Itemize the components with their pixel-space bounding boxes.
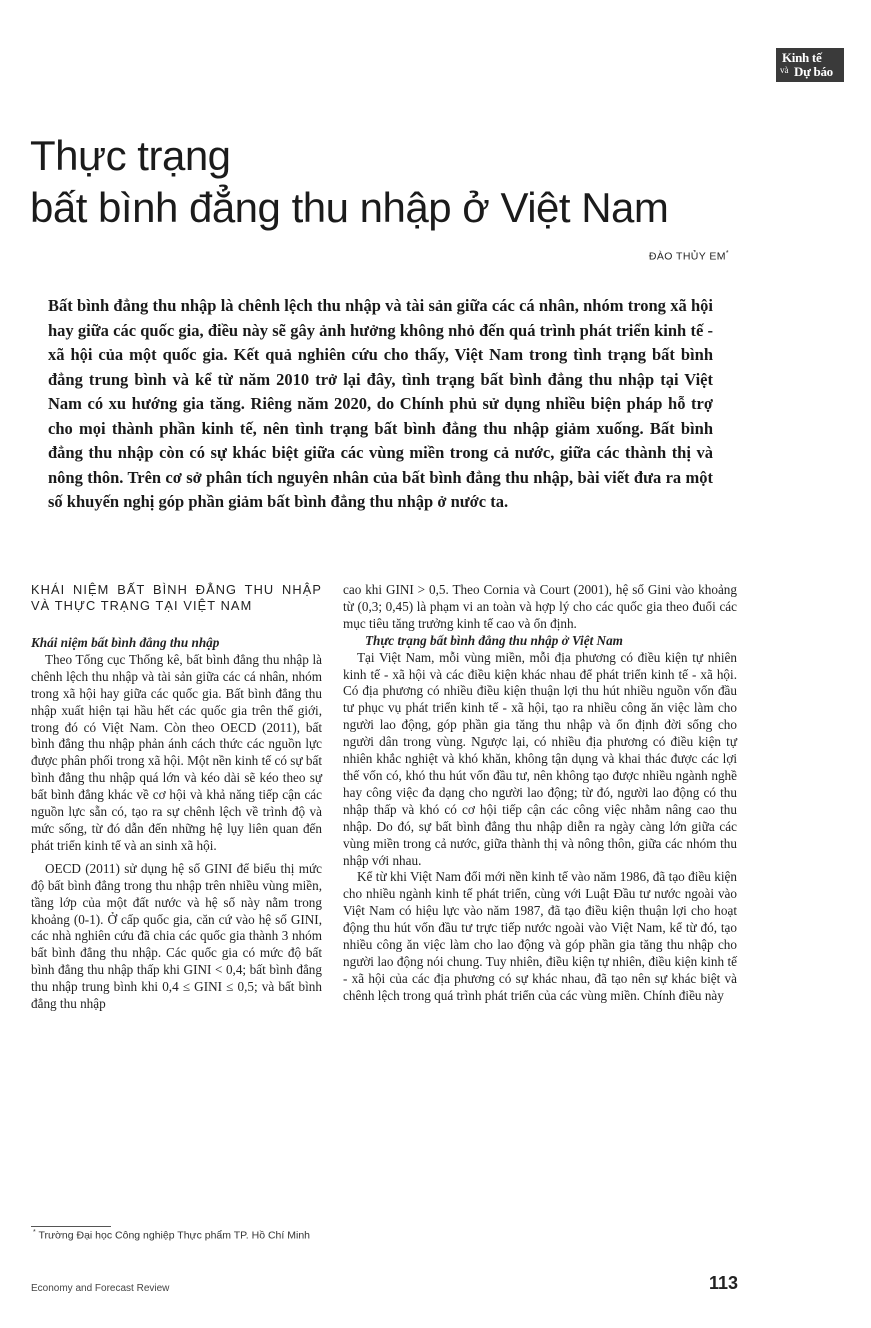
page-number: 113	[708, 1273, 738, 1293]
journal-name: Economy and Forecast Review	[31, 1283, 170, 1294]
paragraph: OECD (2011) sử dụng hệ số GINI để biểu thị mức độ bất bình đẳng trong thu nhập trên nhiều vùng miền, tầng lớp của một đất nước và hệ số này nằm trong khoảng (0-1). Ở cấp quốc gia, căn cứ vào hệ số GINI, các nhà nghiên cứu đã chia các quốc gia thành 3 nhóm bất bình đẳng thu nhập. Các quốc gia có mức độ bất bình đẳng thu nhập thấp khi GINI < 0,4; bất bình đẳng thu nhập trung bình khi 0,4 ≤ GINI ≤ 0,5; và bất bình đẳng thu nhập	[31, 860, 322, 1012]
footnote-divider	[31, 1226, 111, 1227]
author-name	[649, 250, 729, 263]
author-text: ĐÀO THỦY EM	[648, 250, 726, 263]
footnote-text: Trường Đại học Công nghiệp Thực phẩm TP. Hồ Chí Minh	[38, 1229, 310, 1242]
article-title	[30, 130, 668, 234]
title-line-2: bất bình đẳng thu nhập ở Việt Nam	[30, 184, 669, 231]
logo-line-3: Dự báo	[794, 64, 833, 79]
subheading-status: Thực trạng bất bình đẳng thu nhập ở Việt Nam	[365, 632, 623, 648]
author-footnote-mark: *	[725, 250, 729, 257]
footnote	[33, 1229, 310, 1242]
left-column	[31, 582, 322, 1013]
section-heading: KHÁI NIỆM BẤT BÌNH ĐẲNG THU NHẬP VÀ THỰC TRẠNG TẠI VIỆT NAM	[31, 582, 322, 613]
paragraph: cao khi GINI > 0,5. Theo Cornia và Court (2001), hệ số Gini vào khoảng từ (0,3; 0,45) là phạm vi an toàn và hợp lý cho các quốc gia theo đuổi các mục tiêu tăng trưởng kinh tế cao và ổn định.	[343, 582, 737, 631]
footnote-mark: *	[33, 1229, 36, 1236]
logo-line-1: Kinh tế	[782, 50, 822, 65]
paragraph: Kể từ khi Việt Nam đổi mới nền kinh tế vào năm 1986, đã tạo điều kiện cho nhiều ngành kinh tế phát triển, cùng với Luật Đầu tư nước ngoài vào Việt Nam có hiệu lực vào năm 1987, đã tạo điều kiện thuận lợi cho hoạt động thu hút vốn đầu tư trực tiếp nước ngoài vào Việt Nam, kể từ đó, tạo nhiều công ăn việc làm cho lao động và góp phần gia tăng thu nhập cho người lao động nói chung. Tuy nhiên, điều kiện tự nhiên, điều kiện kinh tế - xã hội của các địa phương có sự khác nhau, đã tạo nên sự khác biệt và chênh lệch trong quá trình phát triển của các vùng miền. Chính điều này	[343, 869, 737, 1003]
logo-line-2: và	[780, 65, 789, 75]
right-column	[343, 582, 737, 1005]
journal-logo	[776, 48, 844, 82]
title-line-1: Thực trạng	[30, 132, 231, 179]
subheading-concept: Khái niệm bất bình đẳng thu nhập	[31, 635, 220, 650]
paragraph: Theo Tổng cục Thống kê, bất bình đẳng thu nhập là chênh lệch thu nhập và tài sản giữa các cá nhân, nhóm trong xã hội hay giữa các quốc gia. Bất bình đẳng thu nhập xuất hiện tại hầu hết các quốc gia trên thế giới, trong đó có Việt Nam. Còn theo OECD (2011), bất bình đẳng thu nhập phản ánh cách thức các nguồn lực được phân phối trong xã hội. Một nền kinh tế có sự bất bình đẳng thu nhập quá lớn và kéo dài sẽ kéo theo sự bất bình đẳng khác về cơ hội và khả năng tiếp cận các nguồn lực sẵn có, tạo ra sự chênh lệch về trình độ và mức sống, từ đó dẫn đến những hệ lụy liên quan đến phát triển kinh tế và an sinh xã hội.	[31, 651, 322, 853]
paragraph: Tại Việt Nam, mỗi vùng miền, mỗi địa phương có điều kiện tự nhiên kinh tế - xã hội và các điều kiện khác nhau để phát triển kinh tế - xã hội. Có địa phương có nhiều điều kiện thuận lợi thu hút nhiều nguồn vốn đầu tư phục vụ phát triển kinh tế - xã hội, tạo ra nhiều công ăn việc làm cho người lao động, góp phần gia tăng thu nhập và ổn định đời sống cho người dân trong vùng. Ngược lại, có nhiều địa phương có điều kiện tự nhiên khắc nghiệt và khó khăn, không tận dụng và khai thác được các lợi thế vốn có, khó thu hút vốn đầu tư, nên không tạo được nhiều ngành nghề hay công việc đa dạng cho người lao động; từ đó, người lao động có thu nhập thấp và khó có cơ hội tiếp cận các công việc nhằm nâng cao thu nhập. Do đó, sự bất bình đẳng thu nhập diễn ra ngày càng lớn giữa các vùng miền trong cả nước, giữa thành thị và nông thôn, giữa các nhóm thu nhập với nhau.	[343, 649, 737, 868]
abstract: Bất bình đẳng thu nhập là chênh lệch thu nhập và tài sản giữa các cá nhân, nhóm trong xã hội hay giữa các quốc gia, điều này sẽ gây ảnh hưởng không nhỏ đến quá trình phát triển kinh tế - xã hội của một quốc gia. Kết quả nghiên cứu cho thấy, Việt Nam trong tình trạng bất bình đẳng trung bình và kể từ năm 2010 trở lại đây, tình trạng bất bình đẳng thu nhập tại Việt Nam có xu hướng gia tăng. Riêng năm 2020, do Chính phủ sử dụng nhiều biện pháp hỗ trợ cho mọi thành phần kinh tế, nên tình trạng bất bình đẳng thu nhập giảm xuống. Bất bình đẳng thu nhập còn có sự khác biệt giữa các vùng miền trong cả nước, giữa các thành thị và nông thôn. Trên cơ sở phân tích nguyên nhân của bất bình đẳng thu nhập, bài viết đưa ra một số khuyến nghị góp phần giảm bất bình đẳng thu nhập ở nước ta.	[48, 296, 713, 511]
